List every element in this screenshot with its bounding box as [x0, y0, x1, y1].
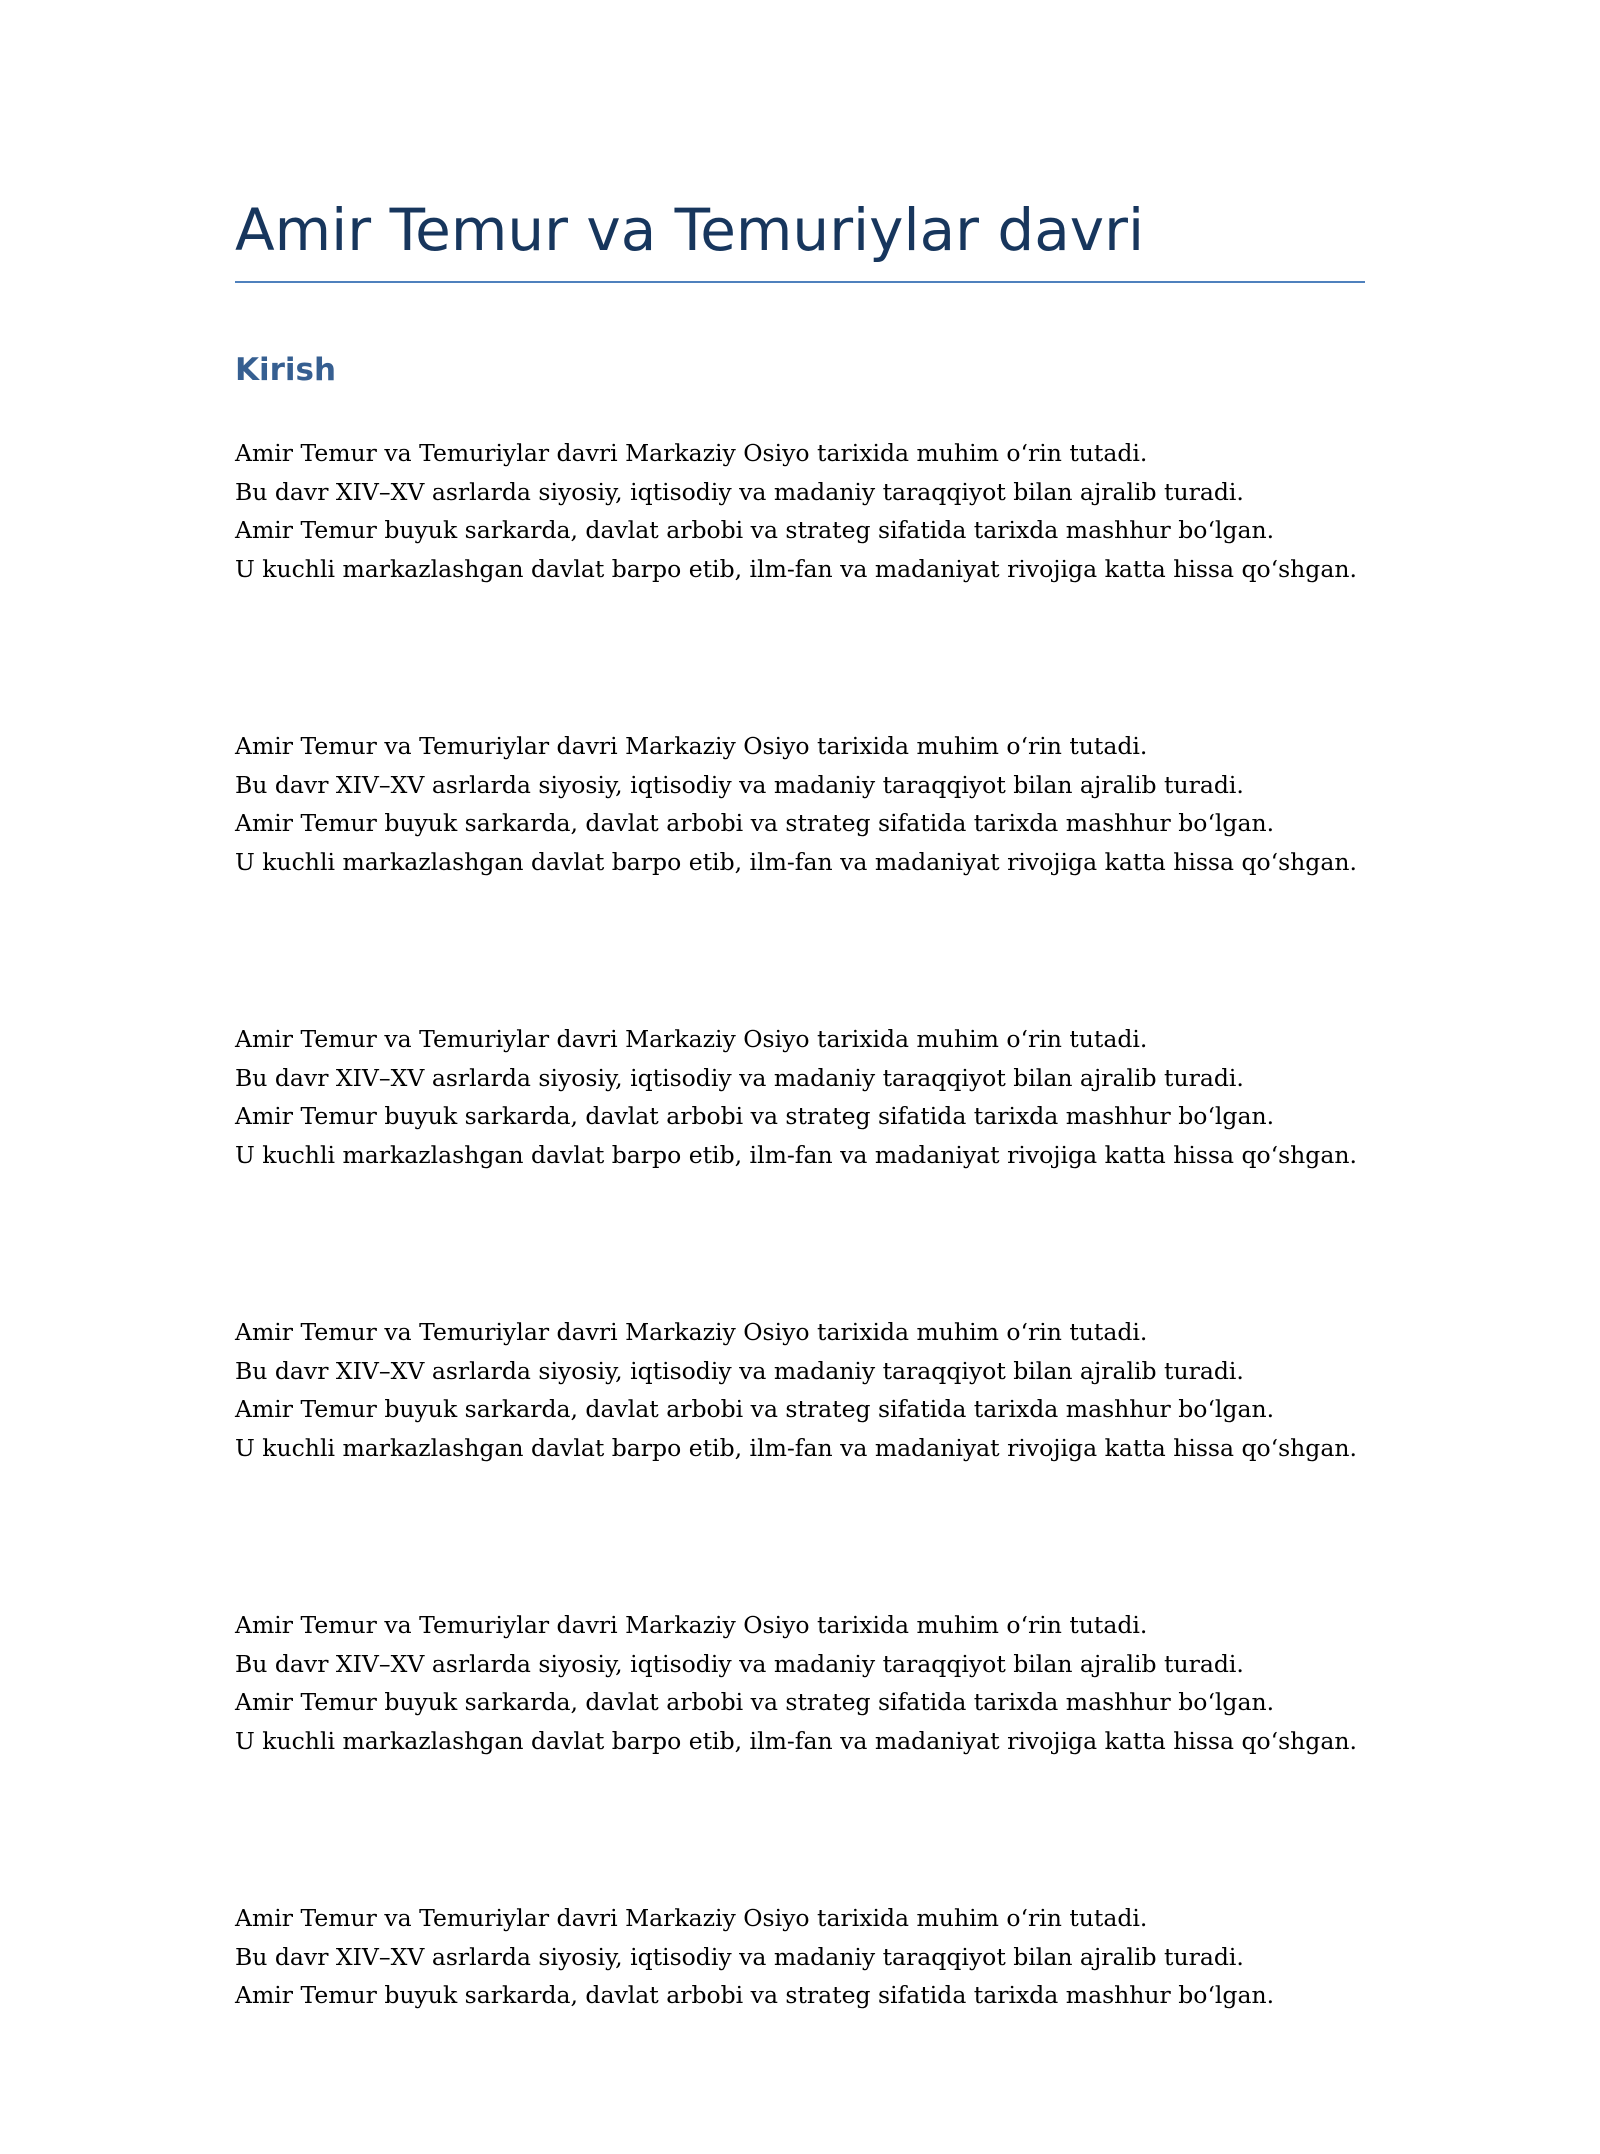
paragraph-line: Amir Temur buyuk sarkarda, davlat arbobi va strateg sifatida tarixda mashhur boʻlgan.: [235, 809, 1275, 837]
section-heading: Kirish: [235, 352, 337, 388]
paragraph-line: Amir Temur va Temuriylar davri Markaziy Osiyo tarixida muhim oʻrin tutadi.: [235, 1611, 1148, 1639]
paragraph-line: Amir Temur va Temuriylar davri Markaziy Osiyo tarixida muhim oʻrin tutadi.: [235, 732, 1148, 760]
paragraph-line: Amir Temur va Temuriylar davri Markaziy Osiyo tarixida muhim oʻrin tutadi.: [235, 1904, 1148, 1932]
paragraph-line: U kuchli markazlashgan davlat barpo etib, ilm-fan va madaniyat rivojiga katta hissa qoʻshgan.: [235, 847, 1357, 876]
body-paragraph: [235, 1606, 1365, 1760]
paragraph-line: Bu davr XIV–XV asrlarda siyosiy, iqtisodiy va madaniy taraqqiyot bilan ajralib turadi.: [235, 770, 1244, 799]
body-paragraph: [235, 1899, 1365, 2015]
paragraph-line: U kuchli markazlashgan davlat barpo etib, ilm-fan va madaniyat rivojiga katta hissa qoʻshgan.: [235, 1140, 1357, 1169]
paragraph-line: Amir Temur va Temuriylar davri Markaziy Osiyo tarixida muhim oʻrin tutadi.: [235, 1025, 1148, 1053]
body-paragraph: [235, 434, 1365, 588]
paragraph-line: U kuchli markazlashgan davlat barpo etib, ilm-fan va madaniyat rivojiga katta hissa qoʻshgan.: [235, 1433, 1357, 1462]
paragraph-line: Bu davr XIV–XV asrlarda siyosiy, iqtisodiy va madaniy taraqqiyot bilan ajralib turadi.: [235, 1356, 1244, 1385]
paragraph-line: Amir Temur buyuk sarkarda, davlat arbobi va strateg sifatida tarixda mashhur boʻlgan.: [235, 516, 1275, 544]
paragraph-line: Amir Temur va Temuriylar davri Markaziy Osiyo tarixida muhim oʻrin tutadi.: [235, 439, 1148, 467]
paragraph-line: Amir Temur va Temuriylar davri Markaziy Osiyo tarixida muhim oʻrin tutadi.: [235, 1318, 1148, 1346]
body-paragraph: [235, 727, 1365, 881]
paragraph-line: Amir Temur buyuk sarkarda, davlat arbobi va strateg sifatida tarixda mashhur boʻlgan.: [235, 1981, 1275, 2009]
paragraph-line: Bu davr XIV–XV asrlarda siyosiy, iqtisodiy va madaniy taraqqiyot bilan ajralib turadi.: [235, 1649, 1244, 1678]
paragraph-line: Amir Temur buyuk sarkarda, davlat arbobi va strateg sifatida tarixda mashhur boʻlgan.: [235, 1102, 1275, 1130]
paragraph-line: U kuchli markazlashgan davlat barpo etib, ilm-fan va madaniyat rivojiga katta hissa qoʻshgan.: [235, 1726, 1357, 1755]
paragraph-line: Bu davr XIV–XV asrlarda siyosiy, iqtisodiy va madaniy taraqqiyot bilan ajralib turadi.: [235, 1063, 1244, 1092]
body-paragraphs: [235, 434, 1365, 2154]
paragraph-line: U kuchli markazlashgan davlat barpo etib, ilm-fan va madaniyat rivojiga katta hissa qoʻshgan.: [235, 554, 1357, 583]
body-paragraph: [235, 1313, 1365, 1467]
paragraph-line: Bu davr XIV–XV asrlarda siyosiy, iqtisodiy va madaniy taraqqiyot bilan ajralib turadi.: [235, 1942, 1244, 1971]
document-title: Amir Temur va Temuriylar davri: [235, 196, 1145, 264]
title-underline-rule: [235, 281, 1365, 283]
body-paragraph: [235, 1020, 1365, 1174]
paragraph-line: Amir Temur buyuk sarkarda, davlat arbobi va strateg sifatida tarixda mashhur boʻlgan.: [235, 1688, 1275, 1716]
paragraph-line: Bu davr XIV–XV asrlarda siyosiy, iqtisodiy va madaniy taraqqiyot bilan ajralib turadi.: [235, 477, 1244, 506]
paragraph-line: Amir Temur buyuk sarkarda, davlat arbobi va strateg sifatida tarixda mashhur boʻlgan.: [235, 1395, 1275, 1423]
